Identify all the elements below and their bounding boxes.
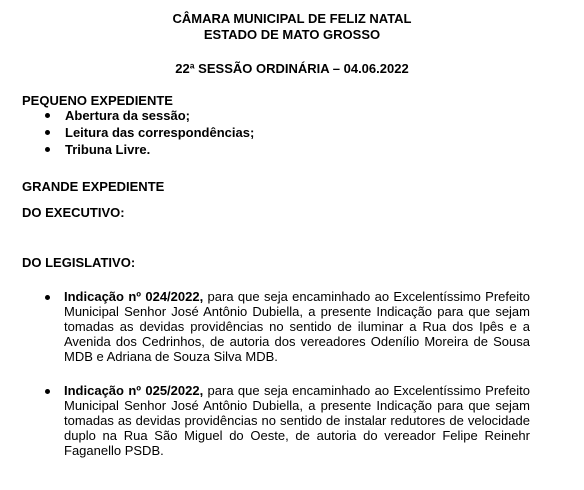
session-title: 22ª SESSÃO ORDINÁRIA – 04.06.2022 xyxy=(175,61,409,76)
pequeno-expediente-heading: PEQUENO EXPEDIENTE xyxy=(22,93,173,108)
executivo-heading: DO EXECUTIVO: xyxy=(22,205,125,220)
indicacao-text xyxy=(64,289,530,364)
list-item: Leitura das correspondências; xyxy=(44,124,254,141)
bullet-icon xyxy=(45,389,50,394)
pequeno-expediente-list xyxy=(44,107,254,158)
indicacao-body: para que seja encaminhado ao Excelentíssimo Prefeito Municipal Senhor José Antônio Dubiella, a presente Indicação para que sejam tomadas as devidas providências no sentido de iluminar a Rua dos Ipês e a Avenida dos Cedrinhos, de autoria dos vereadores Odenílio Moreira de Sousa MDB e Adriana de Souza Silva MDB. xyxy=(64,289,530,364)
bullet-icon xyxy=(45,295,50,300)
indicacao-item xyxy=(44,383,530,458)
indicacao-body: para que seja encaminhado ao Excelentíssimo Prefeito Municipal Senhor José Antônio Dubiella, a presente Indicação para que sejam tomadas as devidas providências no sentido de instalar redutores de velocidade duplo na Rua São Miguel do Oeste, de autoria do vereador Felipe Reinehr Faganello PSDB. xyxy=(64,383,530,458)
list-item: Abertura da sessão; xyxy=(44,107,254,124)
indicacao-ref: Indicação nº 024/2022, xyxy=(64,289,204,304)
chamber-name: CÂMARA MUNICIPAL DE FELIZ NATAL xyxy=(172,11,412,26)
grande-expediente-heading: GRANDE EXPEDIENTE xyxy=(22,179,165,194)
legislativo-heading: DO LEGISLATIVO: xyxy=(22,255,136,270)
indicacao-text xyxy=(64,383,530,458)
state-name: ESTADO DE MATO GROSSO xyxy=(203,27,381,42)
indicacao-ref: Indicação nº 025/2022, xyxy=(64,383,204,398)
indicacao-item xyxy=(44,289,530,364)
list-item: Tribuna Livre. xyxy=(44,141,254,158)
